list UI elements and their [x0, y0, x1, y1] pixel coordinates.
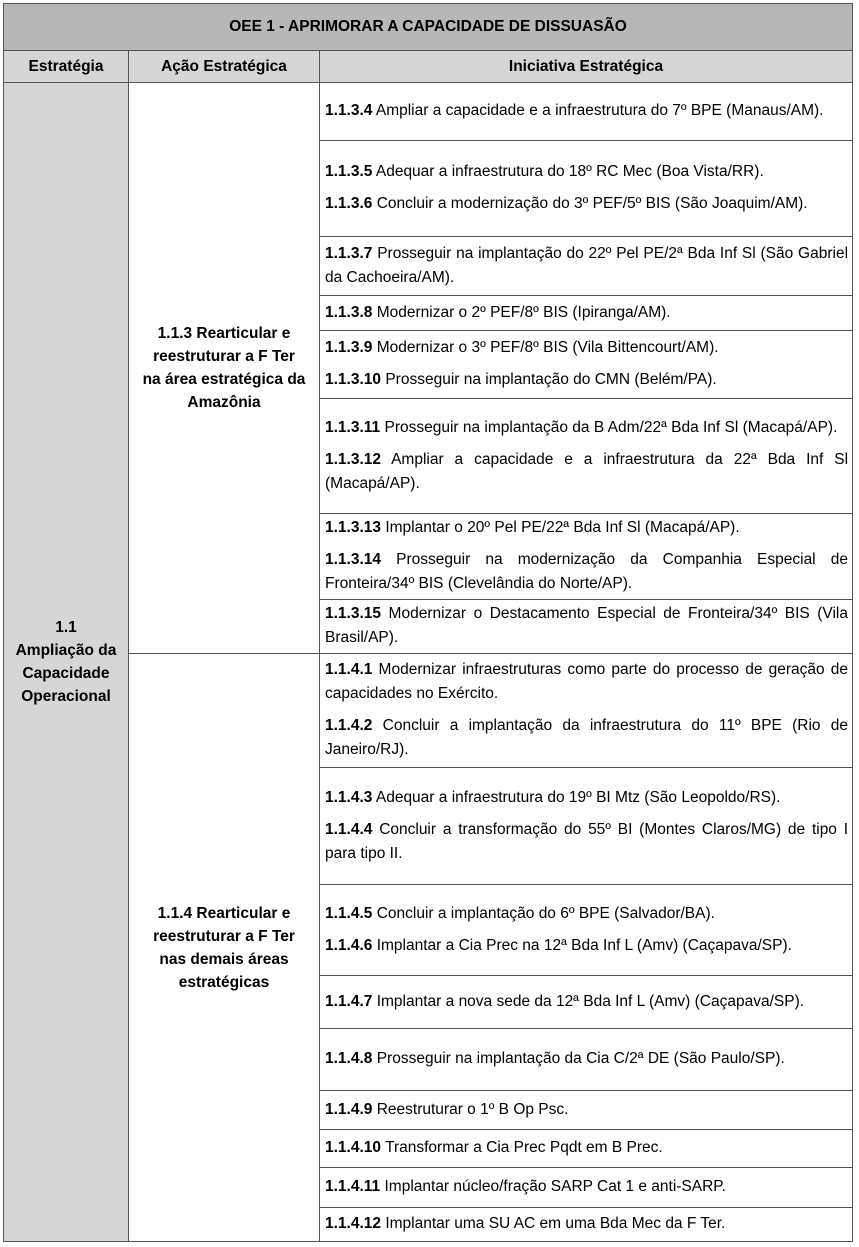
- iniciativa-group: [320, 296, 853, 331]
- iniciativa-item: [325, 548, 848, 596]
- iniciativa-group: [320, 885, 853, 976]
- iniciativa-text: Implantar uma SU AC em uma Bda Mec da F Ter.: [385, 1215, 726, 1232]
- iniciativa-text: Reestruturar o 1º B Op Psc.: [376, 1100, 569, 1118]
- iniciativa-group: [320, 768, 853, 885]
- iniciativa-item: [325, 1136, 848, 1160]
- iniciativa-code: 1.1.3.15: [325, 605, 382, 622]
- iniciativa-code: 1.1.4.2: [325, 717, 373, 734]
- acao-line: estratégicas: [178, 973, 270, 991]
- iniciativa-group: [320, 331, 853, 399]
- iniciativa-item: [325, 160, 848, 184]
- iniciativa-code: 1.1.3.10: [325, 371, 382, 388]
- iniciativa-item: [325, 368, 848, 392]
- iniciativa-item: [325, 1098, 848, 1122]
- iniciativa-item: [325, 1212, 848, 1236]
- iniciativa-code: 1.1.3.13: [325, 519, 382, 536]
- header-acao: Ação Estratégica: [129, 51, 320, 83]
- iniciativa-text: Modernizar infraestruturas como parte do processo de geração de capacidades no Exército.: [325, 661, 849, 702]
- iniciativa-code: 1.1.4.10: [325, 1139, 382, 1156]
- acao-cell-1-1-3: [129, 83, 320, 654]
- iniciativa-item: [325, 448, 848, 496]
- header-estrategia: Estratégia: [4, 51, 129, 83]
- iniciativa-code: 1.1.4.3: [325, 788, 373, 806]
- iniciativa-code: 1.1.4.6: [325, 936, 373, 954]
- iniciativa-text: Implantar a Cia Prec na 12ª Bda Inf L (Amv) (Caçapava/SP).: [376, 936, 792, 954]
- iniciativa-code: 1.1.3.7: [325, 244, 373, 262]
- acao-line: Amazônia: [187, 394, 261, 411]
- iniciativa-item: [325, 192, 848, 216]
- iniciativa-item: [325, 516, 848, 540]
- iniciativa-code: 1.1.4.5: [325, 904, 373, 922]
- iniciativa-text: Prosseguir na implantação da Cia C/2ª DE (São Paulo/SP).: [376, 1050, 785, 1067]
- iniciativa-item: [325, 714, 848, 762]
- strategy-table-container: [3, 3, 852, 1242]
- iniciativa-item: [325, 818, 848, 866]
- iniciativa-item: [325, 990, 848, 1014]
- iniciativa-code: 1.1.3.4: [325, 102, 373, 119]
- iniciativa-text: Concluir a implantação da infraestrutura do 11º BPE (Rio de Janeiro/RJ).: [325, 717, 849, 758]
- iniciativa-text: Transformar a Cia Prec Pqdt em B Prec.: [385, 1139, 663, 1156]
- iniciativa-code: 1.1.4.7: [325, 992, 373, 1010]
- iniciativa-text: Adequar a infraestrutura do 19º BI Mtz (São Leopoldo/RS).: [375, 788, 781, 806]
- estrategia-code: 1.1: [55, 619, 77, 636]
- iniciativa-text: Implantar o 20º Pel PE/22ª Bda Inf Sl (Macapá/AP).: [385, 519, 740, 536]
- iniciativa-group: [320, 654, 853, 768]
- iniciativa-group: [320, 141, 853, 237]
- iniciativa-text: Modernizar o 3º PEF/8º BIS (Vila Bittencourt/AM).: [376, 339, 719, 356]
- iniciativa-code: 1.1.3.9: [325, 339, 373, 356]
- iniciativa-text: Concluir a modernização do 3º PEF/5º BIS (São Joaquim/AM).: [376, 195, 808, 212]
- acao-line: reestruturar a F Ter: [153, 348, 295, 365]
- iniciativa-group: [320, 976, 853, 1029]
- iniciativa-code: 1.1.3.8: [325, 303, 373, 321]
- iniciativa-group: [320, 1130, 853, 1168]
- iniciativa-item: [325, 902, 848, 926]
- acao-line: reestruturar a F Ter: [153, 927, 295, 945]
- iniciativa-code: 1.1.4.4: [325, 820, 373, 838]
- iniciativa-item: [325, 1047, 848, 1071]
- iniciativa-text: Ampliar a capacidade e a infraestrutura do 7º BPE (Manaus/AM).: [375, 102, 824, 119]
- iniciativa-code: 1.1.3.12: [325, 450, 382, 468]
- iniciativa-code: 1.1.3.11: [325, 418, 381, 436]
- iniciativa-code: 1.1.4.9: [325, 1100, 373, 1118]
- iniciativa-code: 1.1.3.5: [325, 163, 373, 180]
- iniciativa-text: Ampliar a capacidade e a infraestrutura da 22ª Bda Inf Sl (Macapá/AP).: [325, 450, 849, 492]
- iniciativa-text: Implantar núcleo/fração SARP Cat 1 e anti-SARP.: [384, 1178, 726, 1195]
- iniciativa-group: [320, 1029, 853, 1091]
- acao-line: nas demais áreas: [159, 950, 289, 968]
- estrategia-line: Operacional: [21, 688, 111, 705]
- iniciativa-group: [320, 237, 853, 296]
- iniciativa-item: [325, 416, 848, 440]
- iniciativa-item: [325, 99, 848, 123]
- iniciativa-group: [320, 1091, 853, 1130]
- iniciativa-text: Implantar a nova sede da 12ª Bda Inf L (Amv) (Caçapava/SP).: [376, 992, 805, 1010]
- iniciativa-group: [320, 1208, 853, 1242]
- iniciativa-item: [325, 1175, 848, 1199]
- iniciativa-group: [320, 1168, 853, 1208]
- acao-line: 1.1.4 Rearticular e: [157, 904, 291, 922]
- iniciativa-group: [320, 514, 853, 600]
- iniciativa-code: 1.1.4.8: [325, 1050, 373, 1067]
- iniciativa-text: Prosseguir na implantação do CMN (Belém/PA).: [385, 371, 717, 388]
- acao-cell-1-1-4: [129, 654, 320, 1242]
- strategy-table: [3, 3, 853, 1242]
- iniciativa-text: Concluir a implantação do 6º BPE (Salvador/BA).: [376, 904, 715, 922]
- iniciativa-code: 1.1.3.6: [325, 195, 373, 212]
- iniciativa-item: [325, 658, 848, 706]
- table-title: OEE 1 - APRIMORAR A CAPACIDADE DE DISSUASÃO: [4, 4, 853, 51]
- iniciativa-text: Modernizar o Destacamento Especial de Fronteira/34º BIS (Vila Brasil/AP).: [325, 605, 849, 646]
- iniciativa-text: Modernizar o 2º PEF/8º BIS (Ipiranga/AM).: [376, 303, 671, 321]
- iniciativa-group: [320, 600, 853, 654]
- iniciativa-code: 1.1.3.14: [325, 551, 382, 568]
- estrategia-cell: [4, 83, 129, 1242]
- iniciativa-group: [320, 399, 853, 514]
- iniciativa-text: Concluir a transformação do 55º BI (Montes Claros/MG) de tipo I para tipo II.: [325, 820, 849, 862]
- iniciativa-item: [325, 301, 848, 325]
- iniciativa-text: Prosseguir na modernização da Companhia Especial de Fronteira/34º BIS (Clevelândia do Norte/AP).: [325, 551, 849, 592]
- iniciativa-item: [325, 786, 848, 810]
- iniciativa-code: 1.1.4.11: [325, 1178, 381, 1195]
- iniciativa-item: [325, 242, 848, 290]
- iniciativa-item: [325, 336, 848, 360]
- iniciativa-item: [325, 602, 848, 650]
- acao-line: na área estratégica da: [142, 371, 306, 388]
- iniciativa-code: 1.1.4.1: [325, 661, 373, 678]
- iniciativa-text: Prosseguir na implantação da B Adm/22ª Bda Inf Sl (Macapá/AP).: [384, 418, 838, 436]
- estrategia-line: Capacidade: [22, 665, 110, 682]
- acao-line: 1.1.3 Rearticular e: [157, 325, 291, 342]
- iniciativa-text: Adequar a infraestrutura do 18º RC Mec (Boa Vista/RR).: [375, 163, 764, 180]
- iniciativa-group: [320, 83, 853, 141]
- iniciativa-code: 1.1.4.12: [325, 1215, 382, 1232]
- iniciativa-item: [325, 934, 848, 958]
- iniciativa-text: Prosseguir na implantação do 22º Pel PE/2ª Bda Inf Sl (São Gabriel da Cachoeira/AM).: [325, 244, 849, 286]
- header-iniciativa: Iniciativa Estratégica: [320, 51, 853, 83]
- estrategia-line: Ampliação da: [15, 642, 117, 659]
